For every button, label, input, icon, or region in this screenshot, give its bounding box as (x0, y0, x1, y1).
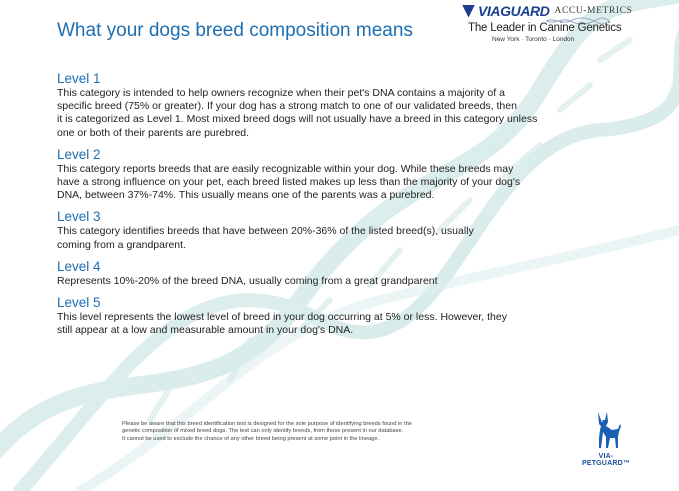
disclaimer-line: genetic composition of mixed breed dogs. The test can only identify breeds, from those present in our database. (122, 428, 404, 435)
level-description (57, 163, 602, 203)
level-line: DNA, between 37%-74%. This usually means one of the parents was a purebred. (57, 189, 435, 202)
level-description (57, 311, 602, 337)
level-line: specific breed (75% or greater). If your dog has a strong match to one of our validated breeds, then (57, 100, 517, 113)
level-line: still appear at a low and measurable amount in your dog's DNA. (57, 324, 354, 337)
level-heading: Level 3 (57, 209, 101, 225)
disclaimer-line: Please be aware that this breed identification test is designed for the sole purpose of identifying breeds found in the (122, 421, 412, 427)
level-5 (57, 295, 602, 337)
level-line: This category is intended to help owners recognize when their pet's DNA contains a majority of a (57, 87, 505, 99)
viaguard-mark-icon (462, 5, 475, 18)
level-line: Represents 10%-20% of the breed DNA, usually coming from a great grandparent (57, 274, 438, 287)
disclaimer (122, 421, 502, 443)
level-4 (57, 259, 602, 288)
disclaimer-line: It cannot be used to exclude the chance of any other breed being present at some point in the lineage. (122, 435, 380, 442)
level-line: This category reports breeds that are easily recognizable within your dog. While these breeds may (57, 162, 514, 175)
level-line: it is categorized as Level 1. Most mixed breed dogs will not usually have a breed in this category unless (57, 113, 538, 126)
level-2 (57, 147, 602, 203)
level-line: one or both of their parents are purebred. (57, 126, 250, 139)
level-line: have a strong influence on your pet, each breed listed makes up less than the majority of your dog's (57, 176, 521, 189)
via-petguard-logo (578, 410, 634, 467)
level-description (57, 275, 602, 288)
via-petguard-caption: VIA-PETGUARD™ (581, 453, 631, 467)
level-heading: Level 5 (57, 295, 101, 311)
levels-section (57, 71, 602, 344)
level-line: coming from a grandparent. (57, 238, 186, 251)
brand-subname: ACCU-METRICS (554, 6, 633, 16)
level-line: This level represents the lowest level of breed in your dog occurring at 5% or less. However, they (57, 311, 507, 324)
page-title: What your dogs breed composition means (57, 20, 413, 41)
brand-name: VIAGUARD (478, 3, 550, 19)
level-description (57, 87, 602, 140)
brand-tagline: The Leader in Canine Genetics (468, 22, 622, 34)
level-heading: Level 4 (57, 258, 101, 274)
level-3 (57, 209, 602, 251)
level-description (57, 225, 602, 251)
level-line: This category identifies breeds that have between 20%-36% of the listed breed(s), usually (57, 225, 474, 238)
level-1 (57, 71, 602, 140)
dog-icon (588, 410, 624, 450)
brand-cities: New York · Toronto · London (492, 36, 575, 43)
level-heading: Level 2 (57, 146, 101, 162)
viaguard-logo (462, 3, 672, 43)
level-heading: Level 1 (57, 71, 101, 86)
